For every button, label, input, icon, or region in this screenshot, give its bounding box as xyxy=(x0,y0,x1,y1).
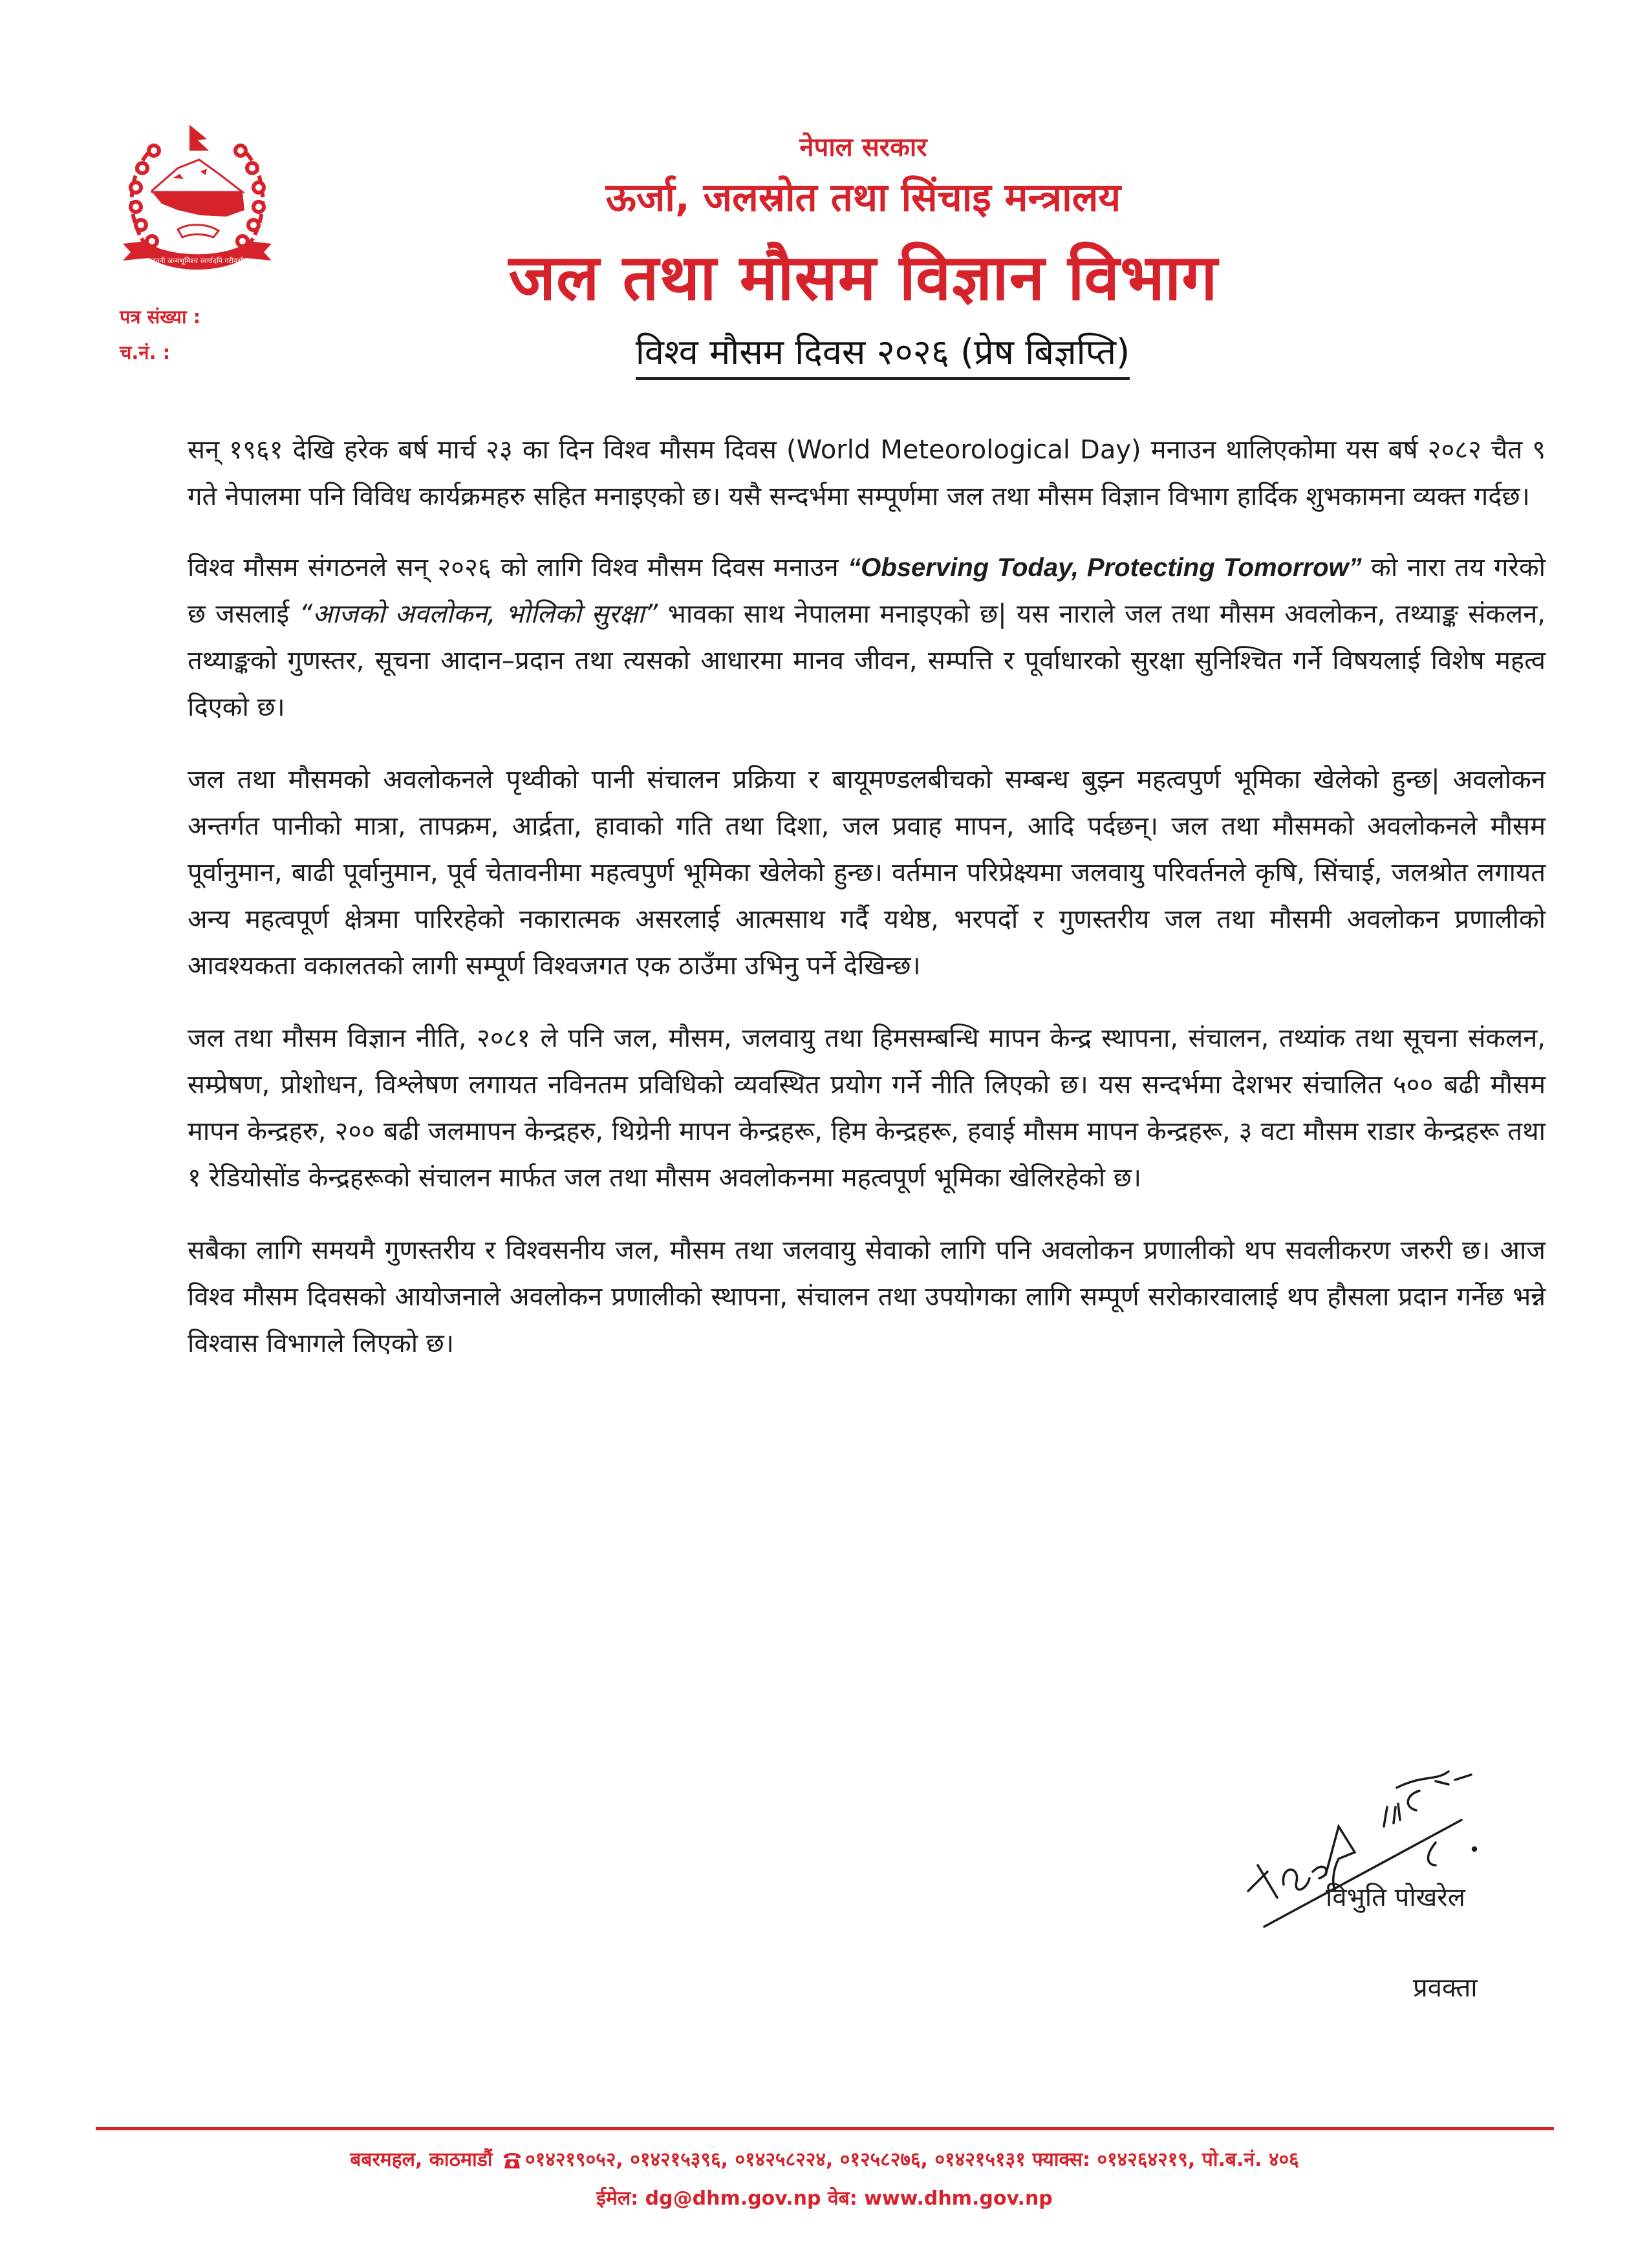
press-release-body xyxy=(188,427,1546,1393)
footer-web-link[interactable]: www.dhm.gov.np xyxy=(864,2187,1053,2210)
footer-divider xyxy=(96,2127,1554,2130)
footer-contact-line xyxy=(0,2145,1649,2172)
footer-email-label: ईमेल: xyxy=(596,2187,639,2210)
footer-online-line xyxy=(0,2184,1649,2210)
footer-po-box-label: पो.ब.नं. xyxy=(1202,2148,1262,2171)
ministry-name: ऊर्जा, जलस्रोत तथा सिंचाइ मन्त्रालय xyxy=(605,175,1121,220)
paragraph-theme-start: विश्व मौसम संगठनले सन् २०२६ को लागि विश्व मौसम दिवस मनाउन xyxy=(188,553,848,583)
paragraph-intro: सन् १९६१ देखि हरेक बर्ष मार्च २३ का दिन विश्व मौसम दिवस (World Meteorological Day) मनाउन थालिएकोमा यस बर्ष २०८२ चैत ९ गते नेपालमा पनि विविध कार्यक्रमहरु सहित मनाइएको छ। यसै सन्दर्भमा सम्पूर्णमा जल तथा मौसम विज्ञान विभाग हार्दिक शुभकामना व्यक्त गर्दछ। xyxy=(188,435,1546,511)
paragraph-theme-end: भावका साथ नेपालमा मनाइएको छ| यस नाराले जल तथा मौसम अवलोकन, तथ्याङ्क संकलन, तथ्याङ्कको गुणस्तर, सूचना आदान–प्रदान तथा त्यसको आधारमा मानव जीवन, सम्पत्ति र पूर्वाधारको सुरक्षा सुनिश्चित गर्ने विषयलाई विशेष महत्व दिएको छ। xyxy=(188,599,1546,722)
letter-number-label: पत्र संख्या : xyxy=(120,306,201,328)
slogan-english: “Observing Today, Protecting Tomorrow” xyxy=(848,553,1362,582)
paragraph-conclusion: सबैका लागि समयमै गुणस्तरीय र विश्वसनीय जल, मौसम तथा जलवायु सेवाको लागि पनि अवलोकन प्रणालीको थप सवलीकरण जरुरी छ। आज विश्व मौसम दिवसको आयोजनाले अवलोकन प्रणालीको स्थापना, संचालन तथा उपयोगका लागि सम्पूर्ण सरोकारवालाई थप हौसला प्रदान गर्नेछ भन्ने विश्वास विभागले लिएको छ। xyxy=(188,1236,1546,1358)
footer-fax: ०१४२६४२१९, xyxy=(1097,2148,1196,2171)
emblem-motto: जननी जन्मभूमिश्च स्वर्गादपि गरीयसी xyxy=(150,257,244,265)
paragraph-policy: जल तथा मौसम विज्ञान नीति, २०८१ ले पनि जल, मौसम, जलवायु तथा हिमसम्बन्धि मापन केन्द्र स्थापना, संचालन, तथ्यांक तथा सूचना संकलन, सम्प्रेषण, प्रोशोधन, विश्लेषण लगायत नविनतम प्रविधिको व्यवस्थित प्रयोग गर्ने नीति लिएको छ। यस सन्दर्भमा देशभर संचालित ५०० बढी मौसम मापन केन्द्रहरु, २०० बढी जलमापन केन्द्रहरु, थिग्रेनी मापन केन्द्रहरू, हिम केन्द्रहरू, हवाई मौसम मापन केन्द्रहरू, ३ वटा मौसम राडार केन्द्रहरू तथा १ रेडियोसोंड केन्द्रहरूको संचालन मार्फत जल तथा मौसम अवलोकनमा महत्वपूर्ण भूमिका खेलिरहेको छ। xyxy=(188,1023,1546,1193)
document-title: विश्व मौसम दिवस २०२६ (प्रेष बिज्ञप्ति) xyxy=(636,326,1130,380)
footer-po-box: ४०६ xyxy=(1268,2148,1299,2171)
footer-email-link[interactable]: dg@dhm.gov.np xyxy=(645,2187,821,2210)
government-name: नेपाल सरकार xyxy=(799,133,927,162)
footer-fax-label: फ्याक्स: xyxy=(1032,2148,1091,2171)
dispatch-number-label: च.नं. : xyxy=(120,341,171,363)
paragraph-theme-middle: को नारा तय गरेको छ जसलाई xyxy=(188,553,1546,629)
paragraph-theme xyxy=(188,544,1546,731)
footer-web-label: वेब: xyxy=(827,2187,857,2210)
slogan-nepali: “आजको अवलोकन, भोलिको सुरक्षा” xyxy=(299,599,658,629)
footer-address: बबरमहल, काठमाडौं xyxy=(350,2148,493,2171)
signatory-designation: प्रवक्ता xyxy=(1413,1973,1478,2003)
signatory-name: विभुति पोखरेल xyxy=(1326,1883,1465,1912)
paragraph-observation: जल तथा मौसमको अवलोकनले पृथ्वीको पानी संचालन प्रक्रिया र बायूमण्डलबीचको सम्बन्ध बुझ्न महत्वपुर्ण भूमिका खेलेको हुन्छ| अवलोकन अन्तर्गत पानीको मात्रा, तापक्रम, आर्द्रता, हावाको गति तथा दिशा, जल प्रवाह मापन, आदि पर्दछन्। जल तथा मौसमको अवलोकनले मौसम पूर्वानुमान, बाढी पूर्वानुमान, पूर्व चेतावनीमा महत्वपुर्ण भूमिका खेलेको हुन्छ। वर्तमान परिप्रेक्ष्यमा जलवायु परिवर्तनले कृषि, सिंचाई, जलश्रोत लगायत अन्य महत्वपूर्ण क्षेत्रमा पारिरहेको नकारात्मक असरलाई आत्मसाथ गर्दै यथेष्ठ, भरपर्दो र गुणस्तरीय जल तथा मौसमी अवलोकन प्रणालीको आवश्यकता वकालतको लागी सम्पूर्ण विश्वजगत एक ठाउँमा उभिनु पर्ने देखिन्छ। xyxy=(188,765,1546,981)
document-title-wrap xyxy=(0,326,1649,380)
footer-phones: ०१४२१९०५२, ०१४२१५३९६, ०१४२५८२२४, ०१२५८२७६, ०१४२१५१३१ xyxy=(525,2148,1026,2171)
department-name: जल तथा मौसम विज्ञान विभाग xyxy=(508,241,1218,315)
telephone-icon xyxy=(502,2149,523,2170)
